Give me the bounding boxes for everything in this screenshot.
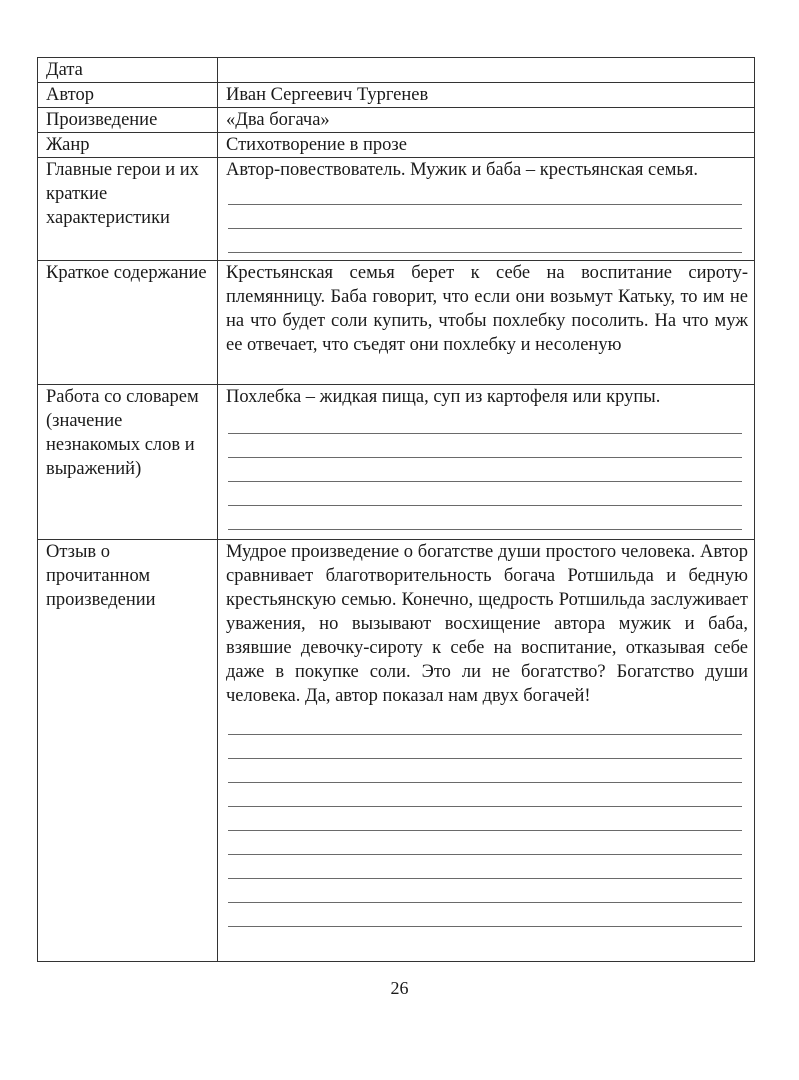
table-row [38, 83, 755, 108]
value-work: «Два богача» [218, 108, 755, 133]
table-row [38, 58, 755, 83]
writing-line [228, 806, 742, 807]
label-review: Отзыв о прочитанном произведении [38, 540, 218, 962]
reading-diary-table [37, 57, 755, 962]
writing-line [228, 433, 742, 434]
page-number: 26 [390, 978, 409, 998]
table-row [38, 133, 755, 158]
table-row [38, 385, 755, 540]
table-row [38, 261, 755, 385]
value-characters: Автор-повествователь. Мужик и баба – крестьянская семья. [218, 158, 755, 261]
writing-line [228, 457, 742, 458]
writing-line [228, 204, 742, 205]
value-date [218, 58, 755, 83]
value-author: Иван Сергеевич Тургенев [218, 83, 755, 108]
label-vocabulary: Работа со словарем (значение незнакомых слов и выражений) [38, 385, 218, 540]
writing-line [228, 252, 742, 253]
writing-line [228, 228, 742, 229]
writing-line [228, 830, 742, 831]
writing-line [228, 734, 742, 735]
table-row [38, 108, 755, 133]
value-genre: Стихотворение в прозе [218, 133, 755, 158]
label-genre: Жанр [38, 133, 218, 158]
writing-line [228, 926, 742, 927]
label-summary: Краткое содержание [38, 261, 218, 385]
writing-line [228, 481, 742, 482]
label-work: Произведение [38, 108, 218, 133]
label-characters: Главные герои и их краткие характеристики [38, 158, 218, 261]
writing-line [228, 758, 742, 759]
label-date: Дата [38, 58, 218, 83]
value-review: Мудрое произведение о богатстве души простого человека. Автор сравнивает благотворительность богача Ротшильда и бедную крестьянскую семью. Конечно, щедрость Ротшильда заслуживает уважения, но вызывают восхищение автора мужик и баба, взявшие девочку-сироту к себе на воспитание, отказывая себе даже в покупке соли. Это ли не богатство? Богатство души человека. Да, автор показал нам двух богачей! [218, 540, 755, 962]
value-summary: Крестьянская семья берет к себе на воспитание сироту-племянницу. Баба говорит, что если они возьмут Катьку, то им не на что будет соли купить, чтобы похлебку посолить. На что муж ее отвечает, что съедят они похлебку и несоленую [218, 261, 755, 385]
writing-line [228, 782, 742, 783]
label-author: Автор [38, 83, 218, 108]
value-vocabulary: Похлебка – жидкая пища, суп из картофеля или крупы. [218, 385, 755, 540]
table-row [38, 158, 755, 261]
table-row [38, 540, 755, 962]
writing-line [228, 902, 742, 903]
writing-line [228, 529, 742, 530]
writing-line [228, 854, 742, 855]
writing-line [228, 505, 742, 506]
writing-line [228, 878, 742, 879]
